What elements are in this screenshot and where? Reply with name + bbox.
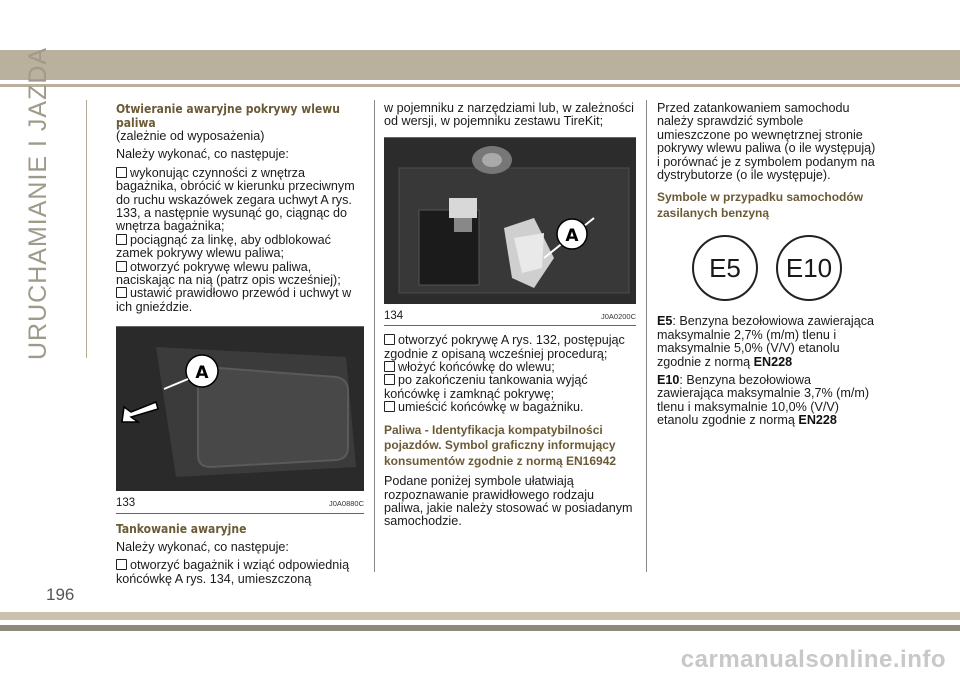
header-band: [0, 50, 960, 80]
callout-a: A: [195, 363, 209, 384]
fuel-symbols: [657, 235, 877, 301]
figure-number: 133: [116, 497, 136, 510]
header-rule: [0, 84, 960, 87]
heading-emergency-refuel: Tankowanie awaryjne: [116, 521, 247, 536]
checkbox-icon: [384, 401, 395, 412]
list-item: otworzyć pokrywę wlewu paliwa, naciskając na nią (patrz opis wcześniej);: [116, 259, 341, 288]
intro-text-2: Należy wykonać, co następuje:: [116, 539, 289, 554]
e5-symbol-icon: E5: [692, 235, 758, 301]
list-item: po zakończeniu tankowania wyjąć końcówkę i zamknąć pokrywę;: [384, 373, 588, 401]
list-item: wykonując czynności z wnętrza bagażnika, obrócić w kierunku przeciwnym do ruchu wskazówek zegara uchwyt A rys. 133, a następnie wysunąć go, ciągnąc do wnętrza bagażnika;: [116, 165, 355, 234]
list-item: włożyć końcówkę do wlewu;: [384, 361, 636, 374]
check-paragraph: Przed zatankowaniem samochodu należy sprawdzić symbole umieszczone po wewnętrznej stronie pokrywy wlewu paliwa (o ile występują) i porównać je z symbolem podanym na dystrybutorze (o ile występuje).: [657, 101, 876, 183]
figure-133: [116, 326, 364, 491]
checkbox-icon: [116, 559, 127, 570]
e5-description: E5: Benzyna bezołowiowa zawierająca maksymalnie 2,7% (m/m) tlenu i maksymalnie 5,0% (V/V) etanolu zgodnie z normą EN228: [657, 314, 875, 369]
checkbox-icon: [384, 334, 395, 345]
fuel-paragraph: Podane poniżej symbole ułatwiają rozpoznawanie prawidłowego rodzaju paliwa, jakie należy stosować w posiadanym samochodzie.: [384, 474, 633, 529]
column-divider: [646, 100, 647, 572]
e10-symbol-icon: E10: [776, 235, 842, 301]
column-divider: [374, 100, 375, 572]
checkbox-icon: [116, 167, 127, 178]
toolbox-photo: [384, 138, 636, 304]
section-label: URUCHAMIANIE I JAZDA: [24, 46, 52, 360]
footer-band: [0, 612, 960, 620]
sidebar-divider: [86, 100, 87, 358]
column-3: [657, 102, 877, 433]
intro-text: Należy wykonać, co następuje:: [116, 147, 289, 162]
figure-caption: [384, 304, 636, 326]
page-number: 196: [46, 585, 75, 604]
footer-rule: [0, 625, 960, 631]
column-1: [116, 102, 364, 586]
heading-emergency-opening: Otwieranie awaryjne pokrywy wlewu paliwa: [116, 102, 340, 130]
heading-fuel-identification: Paliwa - Identyfikacja kompatybilności pojazdów. Symbol graficzny informujący konsumentów zgodnie z normą EN16942: [384, 422, 617, 468]
figure-number: 134: [384, 309, 404, 322]
column-2: [384, 102, 636, 534]
trunk-photo: [116, 327, 364, 491]
list-item: umieścić końcówkę w bagażniku.: [384, 401, 636, 414]
figure-134: [384, 137, 636, 304]
heading-petrol-symbols: Symbole w przypadku samochodów zasilanych benzyną: [657, 190, 864, 220]
checkbox-icon: [116, 234, 127, 245]
list-item: ustawić prawidłowo przewód i uchwyt w ich gnieździe.: [116, 286, 352, 314]
list-item: otworzyć bagażnik i wziąć odpowiednią końcówkę A rys. 134, umieszczoną: [116, 558, 350, 586]
list-item: pociągnąć za linkę, aby odblokować zamek pokrywy wlewu paliwa;: [116, 232, 331, 261]
figure-code: J0A0880C: [328, 499, 364, 509]
subheading: (zależnie od wyposażenia): [116, 129, 265, 143]
checkbox-icon: [116, 287, 127, 298]
figure-code: J0A0200C: [600, 311, 636, 321]
list-item: otworzyć pokrywę A rys. 132, postępując zgodnie z opisaną wcześniej procedurą;: [384, 333, 625, 361]
continued-text: w pojemniku z narzędziami lub, w zależności od wersji, w pojemniku zestawu TireKit;: [384, 101, 634, 129]
watermark: carmanualsonline.info: [680, 646, 946, 673]
step-list: [116, 167, 364, 314]
figure-caption: [116, 491, 364, 513]
e10-description: E10: Benzyna bezołowiowa zawierająca maksymalnie 3,7% (m/m) tlenu i maksymalnie 10,0% (V/V) etanolu zgodnie z normą EN228: [657, 373, 870, 428]
checkbox-icon: [116, 261, 127, 272]
checkbox-icon: [384, 374, 395, 385]
checkbox-icon: [384, 361, 395, 372]
step-list: [384, 334, 636, 414]
callout-a: A: [565, 225, 579, 246]
